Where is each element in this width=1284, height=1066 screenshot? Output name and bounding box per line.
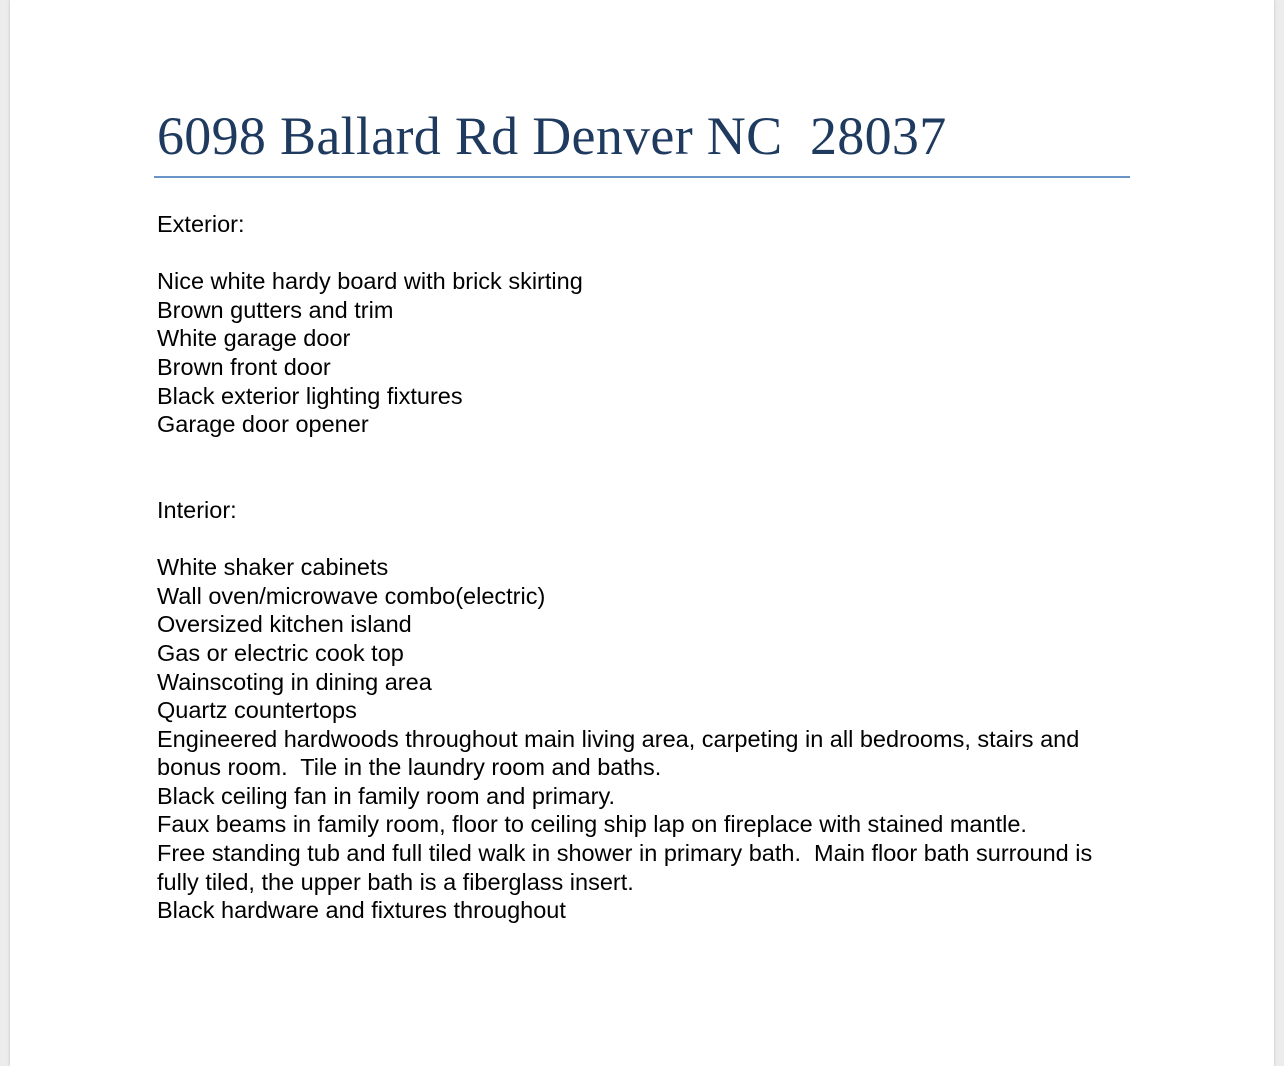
list-item: Brown gutters and trim: [157, 296, 394, 323]
list-item: Wainscoting in dining area: [157, 668, 432, 695]
document-page: [10, 0, 1274, 1066]
document-body: [157, 210, 1137, 925]
list-item: Black exterior lighting fixtures: [157, 382, 463, 409]
paragraph-spacer: [157, 525, 1137, 554]
document-title: 6098 Ballard Rd Denver NC 28037: [157, 106, 947, 166]
exterior-list: [157, 267, 1137, 439]
paragraph-spacer: [157, 239, 1137, 268]
interior-heading: Interior:: [157, 496, 237, 523]
list-item: Garage door opener: [157, 411, 369, 438]
list-item: Faux beams in family room, floor to ceiling ship lap on fireplace with stained mantle.: [157, 811, 1027, 838]
list-item: Engineered hardwoods throughout main living area, carpeting in all bedrooms, stairs and bonus room. Tile in the laundry room and baths.: [157, 725, 1086, 781]
list-item: White shaker cabinets: [157, 554, 389, 581]
interior-list: [157, 553, 1137, 925]
list-item: Black hardware and fixtures throughout: [157, 897, 566, 924]
section-spacer: [157, 439, 1137, 496]
list-item: Free standing tub and full tiled walk in shower in primary bath. Main floor bath surround is fully tiled, the upper bath is a fiberglass insert.: [157, 840, 1099, 895]
list-item: Brown front door: [157, 353, 331, 380]
list-item: Wall oven/microwave combo(electric): [157, 582, 546, 609]
list-item: Gas or electric cook top: [157, 639, 404, 666]
list-item: Oversized kitchen island: [157, 611, 412, 638]
list-item: White garage door: [157, 325, 351, 352]
list-item: Black ceiling fan in family room and primary.: [157, 782, 615, 809]
title-underline: [154, 176, 1130, 178]
list-item: Nice white hardy board with brick skirting: [157, 268, 583, 295]
list-item: Quartz countertops: [157, 697, 357, 724]
exterior-heading: Exterior:: [157, 211, 245, 237]
